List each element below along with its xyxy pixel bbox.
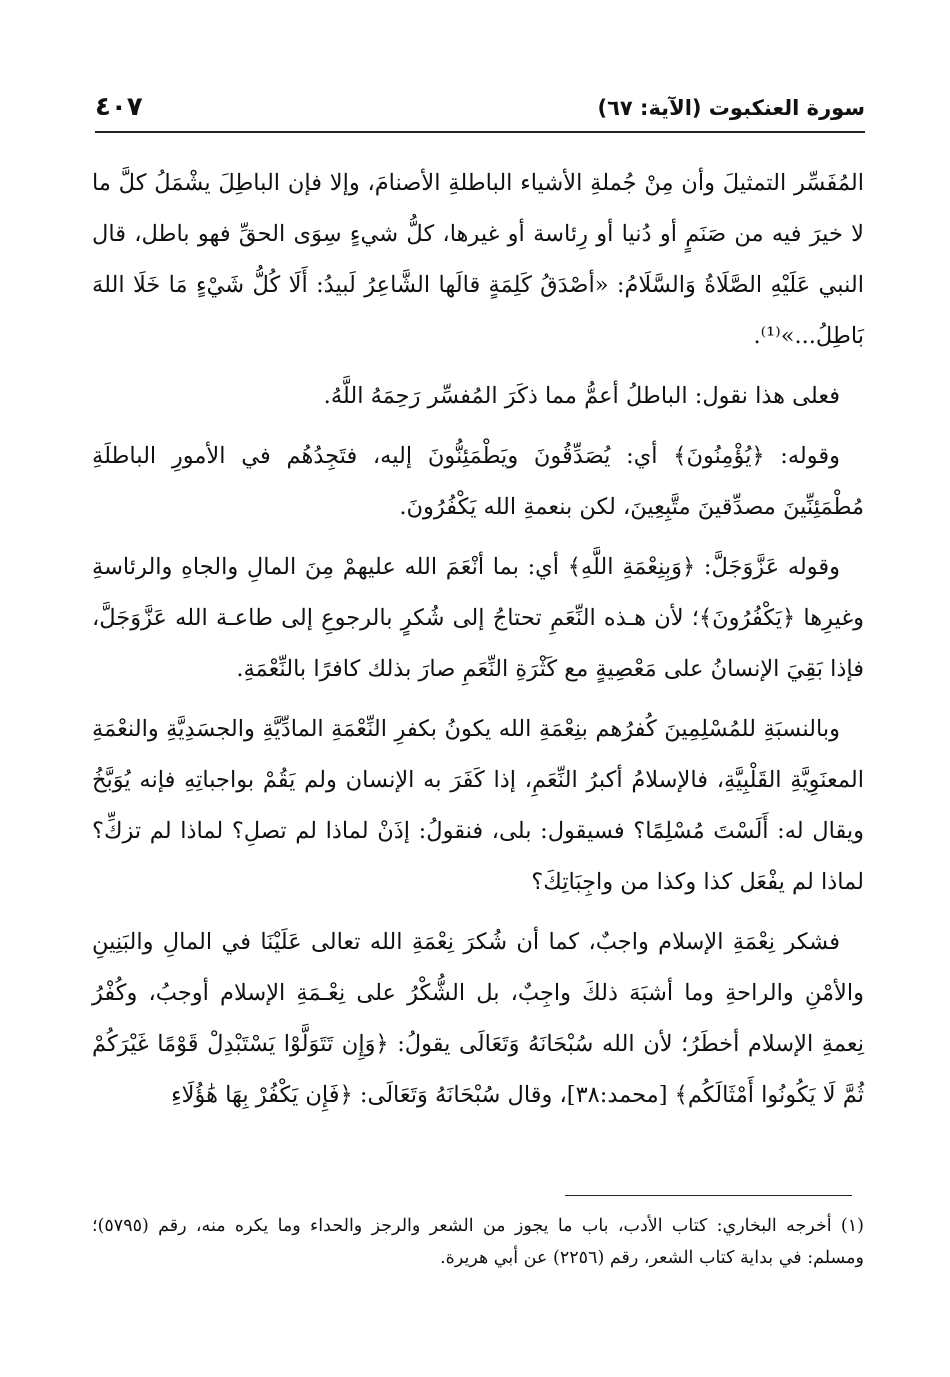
paragraph-1: المُفَسِّر التمثيلَ وأن مِنْ جُملةِ الأشياء الباطلةِ الأصنامَ، وإلا فإن الباطِلَ يشْمَلُ كلَّ ما لا خيرَ فيه من صَنَمٍ أو دُنيا أو رِئاسة أو غيرها، كلُّ شيءٍ سِوَى الحقِّ فهو باطل، قال النبي عَلَيْهِ الصَّلَاةُ وَالسَّلَامُ: «أصْدَقُ كَلِمَةٍ قالَها الشَّاعِرُ لَبيدُ: أَلَا كُلُّ شَيْءٍ مَا خَلَا اللهَ بَاطِلُ...»⁽¹⁾. (92, 170, 864, 349)
page-header (95, 92, 865, 128)
footnote-1: (١) أخرجه البخاري: كتاب الأدب، باب ما يجوز من الشعر والرجز والحداء وما يكره منه، رقم (٥٧٩٥)؛ ومسلم: في بداية كتاب الشعر، رقم (٢٢٥٦) عن أبي هريرة. (92, 1216, 864, 1268)
paragraph-5: وبالنسبَةِ للمُسْلِمِينَ كُفرُهم بنِعْمَةِ الله يكونُ بكفرِ النِّعْمَةِ المادِّيَّةِ والجسَدِيَّةِ والنعْمَةِ المعنَوِيَّةِ القَلْبِيَّةِ، فالإسلامُ أكبرُ النِّعَمِ، إذا كَفَرَ به الإنسان ولم يَقُمْ بواجباتِهِ فإنه يُوَبَّخُ ويقال له: أَلَسْتَ مُسْلِمًا؟ فسيقول: بلى، فنقولُ: إذَنْ لماذا لم تصلِ؟ لماذا لم تزكِّ؟ لماذا لم يفْعَل كذا وكذا من واجِبَاتِكَ؟ (92, 716, 864, 895)
main-text (92, 158, 864, 1130)
footnote (92, 1210, 864, 1274)
running-title: سورة العنكبوت (الآية: ٦٧) (597, 96, 865, 120)
paragraph-6: فشكر نِعْمَةِ الإسلام واجبٌ، كما أن شُكرَ نِعْمَةِ الله تعالى عَلَيْنَا في المالِ والبَنِينِ والأمْنِ والراحةِ وما أشبَهَ ذلكَ واجِبٌ، بل الشُّكْرُ على نِعْـمَةِ الإسلام أوجبُ، وكُفْرُ نِعمةِ الإسلام أخطَرُ؛ لأن الله سُبْحَانَهُ وَتَعَالَى يقولُ: ﴿وَإِن تَتَوَلَّوْا يَسْتَبْدِلْ قَوْمًا غَيْرَكُمْ ثُمَّ لَا يَكُونُوا أَمْثَالَكُم﴾ [محمد:٣٨]، وقال سُبْحَانَهُ وَتَعَالَى: ﴿فَإِن يَكْفُرْ بِهَا هَٰؤُلَاءِ (92, 929, 864, 1108)
header-divider (95, 131, 865, 133)
paragraph-2: فعلى هذا نقول: الباطلُ أعمُّ مما ذكَرَ المُفسِّر رَحِمَهُ اللَّهُ. (323, 383, 840, 409)
paragraph-3: وقوله: ﴿يُؤْمِنُونَ﴾ أي: يُصَدِّقُونَ ويَطْمَئِنُّونَ إليه، فتَجِدُهُم في الأمورِ الباطلَةِ مُطْمَئِنِّينَ مصدِّقينَ متَّبِعِينَ، لكن بنعمةِ الله يَكْفُرُونَ. (92, 443, 864, 520)
page-number: ٤٠٧ (95, 92, 143, 122)
paragraph-4: وقوله عَزَّوَجَلَّ: ﴿وَبِنِعْمَةِ اللَّهِ﴾ أي: بما أنْعَمَ الله عليهمْ مِنَ المالِ والجاهِ والرئاسةِ وغيرِها ﴿يَكْفُرُونَ﴾؛ لأن هـذه النِّعَمِ تحتاجُ إلى شُكرٍ بالرجوعِ إلى طاعـة الله عَزَّوَجَلَّ، فإذا بَقِيَ الإنسانُ على مَعْصِيةٍ مع كَثْرَةِ النِّعَمِ صارَ بذلك كافرًا بالنِّعْمَةِ. (92, 554, 864, 682)
footnote-divider (565, 1195, 852, 1196)
